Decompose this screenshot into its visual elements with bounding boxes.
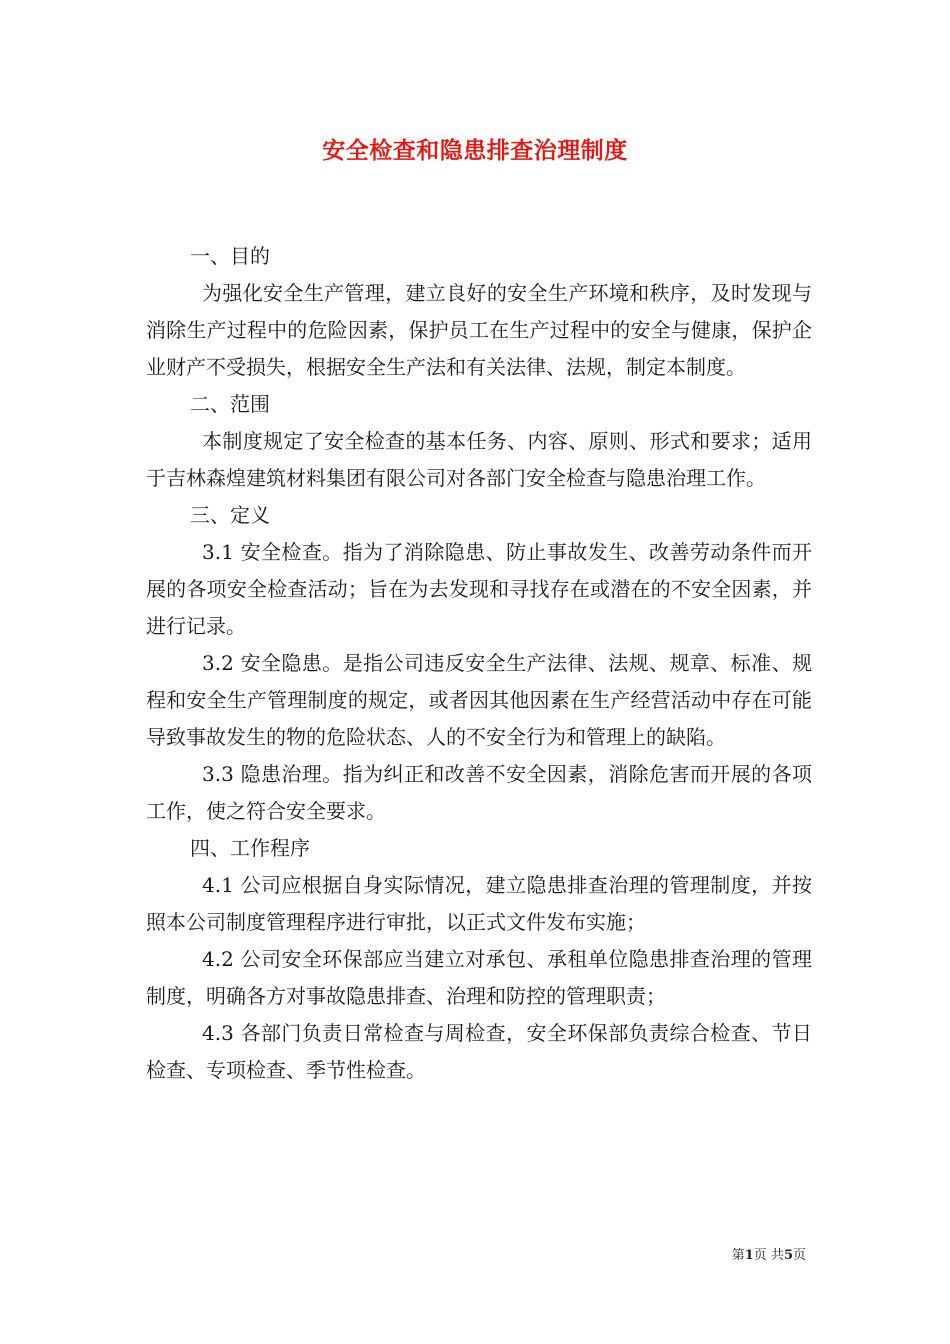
definition-item: 3.3 隐患治理。指为纠正和改善不安全因素，消除危害而开展的各项工作，使之符合安全要求。 xyxy=(146,762,812,823)
paragraph-purpose: 为强化安全生产管理，建立良好的安全生产环境和秩序，及时发现与消除生产过程中的危险因素，保护员工在生产过程中的安全与健康，保护企业财产不受损失，根据安全生产法和有关法律、法规，制定本制度。 xyxy=(146,281,812,379)
paragraph-scope: 本制度规定了安全检查的基本任务、内容、原则、形式和要求；适用于吉林森煌建筑材料集团有限公司对各部门安全检查与隐患治理工作。 xyxy=(146,429,812,490)
footer-total-pages: 5 xyxy=(783,1248,793,1263)
procedure-item: 4.3 各部门负责日常检查与周检查，安全环保部负责综合检查、节日检查、专项检查、季节性检查。 xyxy=(146,1021,812,1082)
section-heading-procedure: 四、工作程序 xyxy=(190,836,310,860)
definition-item: 3.2 安全隐患。是指公司违反安全生产法律、法规、规章、标准、规程和安全生产管理制度的规定，或者因其他因素在生产经营活动中存在可能导致事故发生的物的危险状态、人的不安全行为和管理上的缺陷。 xyxy=(146,651,812,749)
page-title: 安全检查和隐患排查治理制度 xyxy=(322,137,628,164)
section-heading-scope: 二、范围 xyxy=(190,392,270,416)
definition-item: 3.1 安全检查。指为了消除隐患、防止事故发生、改善劳动条件而开展的各项安全检查活动；旨在为去发现和寻找存在或潜在的不安全因素，并进行记录。 xyxy=(146,540,812,638)
page-number-footer xyxy=(732,1244,806,1263)
section-heading-purpose: 一、目的 xyxy=(190,244,270,268)
footer-prefix: 第 xyxy=(731,1248,745,1263)
procedure-item: 4.1 公司应根据自身实际情况，建立隐患排查治理的管理制度，并按照本公司制度管理程序进行审批，以正式文件发布实施； xyxy=(146,873,812,934)
document-body xyxy=(146,238,812,1089)
footer-middle: 页 共 xyxy=(753,1248,784,1263)
footer-suffix: 页 xyxy=(792,1248,806,1263)
footer-current-page: 1 xyxy=(744,1248,754,1263)
section-heading-definitions: 三、定义 xyxy=(190,503,270,527)
procedure-item: 4.2 公司安全环保部应当建立对承包、承租单位隐患排查治理的管理制度，明确各方对事故隐患排查、治理和防控的管理职责； xyxy=(146,947,812,1008)
